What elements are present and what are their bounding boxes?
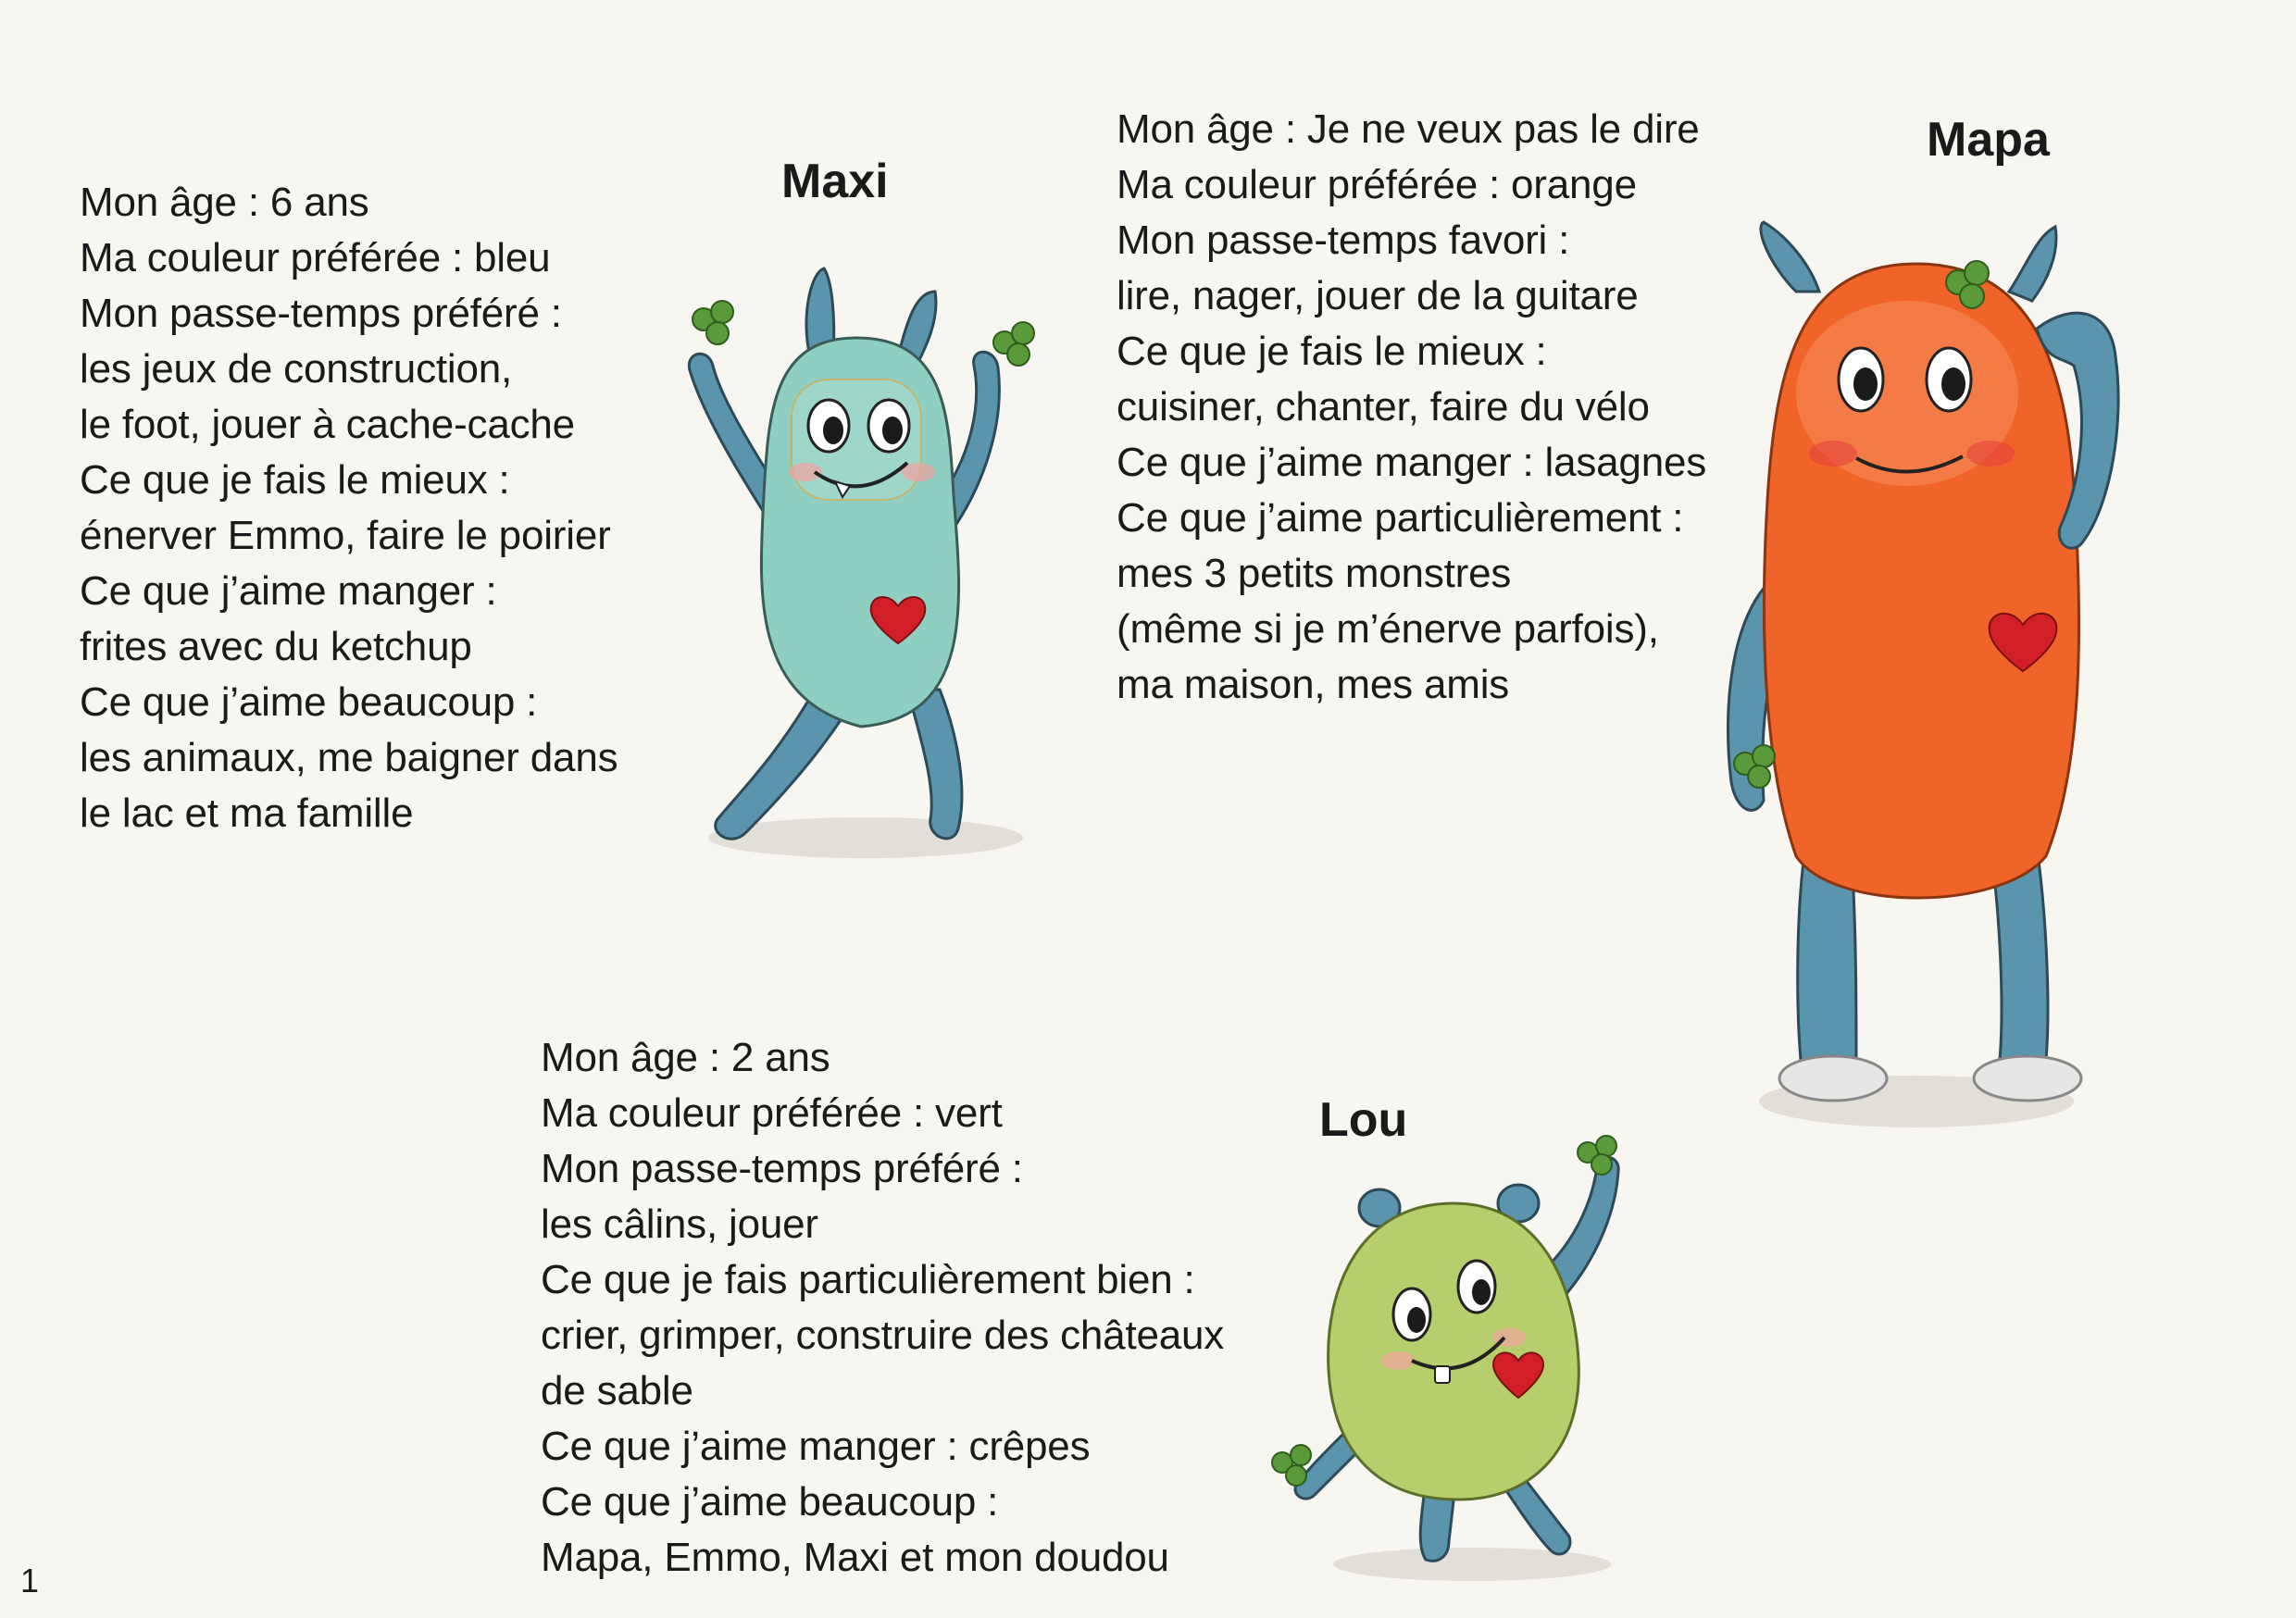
lou-line: Ma couleur préférée : vert: [541, 1090, 1003, 1136]
maxi-line: les jeux de construction,: [80, 346, 513, 392]
maxi-line: frites avec du ketchup: [80, 624, 472, 669]
lou-line: Ce que j’aime beaucoup :: [541, 1479, 999, 1525]
mapa-profile-text: [1117, 102, 1706, 713]
mapa-line: mes 3 petits monstres: [1117, 551, 1512, 596]
mapa-line: lire, nager, jouer de la guitare: [1117, 273, 1639, 318]
maxi-profile-text: [80, 175, 618, 841]
maxi-line: Ce que j’aime beaucoup :: [80, 679, 538, 725]
maxi-line: Mon âge : 6 ans: [80, 180, 369, 225]
page-number: 1: [20, 1562, 40, 1599]
mapa-name-heading: Mapa: [1927, 113, 2050, 167]
maxi-line: Mon passe-temps préféré :: [80, 291, 562, 336]
lou-line: Ce que je fais particulièrement bien :: [541, 1257, 1195, 1302]
mapa-line: Ma couleur préférée : orange: [1117, 162, 1637, 207]
lou-line: Ce que j’aime manger : crêpes: [541, 1424, 1091, 1469]
mapa-line: Ce que j’aime particulièrement :: [1117, 495, 1684, 541]
mapa-line: cuisiner, chanter, faire du vélo: [1117, 384, 1650, 429]
mapa-line: (même si je m’énerve parfois),: [1117, 606, 1659, 652]
maxi-line: le lac et ma famille: [80, 790, 414, 836]
mapa-line: Ce que je fais le mieux :: [1117, 329, 1547, 374]
maxi-line: énerver Emmo, faire le poirier: [80, 513, 611, 558]
lou-line: Mon passe-temps préféré :: [541, 1146, 1023, 1191]
lou-name-heading: Lou: [1319, 1093, 1408, 1147]
mapa-line: Mon passe-temps favori :: [1117, 218, 1570, 263]
maxi-line: Ce que je fais le mieux :: [80, 457, 510, 503]
lou-line: Mon âge : 2 ans: [541, 1035, 830, 1080]
lou-line: Mapa, Emmo, Maxi et mon doudou: [541, 1535, 1169, 1580]
lou-monster-illustration: [1241, 1129, 1676, 1592]
mapa-monster-illustration: [1694, 208, 2157, 1152]
maxi-line: les animaux, me baigner dans: [80, 735, 618, 780]
maxi-line: le foot, jouer à cache-cache: [80, 402, 575, 447]
lou-line: crier, grimper, construire des châteaux: [541, 1313, 1225, 1358]
mapa-line: ma maison, mes amis: [1117, 662, 1510, 707]
maxi-monster-illustration: [630, 255, 1083, 865]
maxi-name-heading: Maxi: [781, 155, 889, 208]
lou-line: de sable: [541, 1368, 693, 1413]
mapa-line: Mon âge : Je ne veux pas le dire: [1117, 106, 1700, 152]
lou-line: les câlins, jouer: [541, 1201, 818, 1247]
lou-profile-text: [541, 1030, 1224, 1586]
maxi-line: Ce que j’aime manger :: [80, 568, 497, 614]
mapa-line: Ce que j’aime manger : lasagnes: [1117, 440, 1707, 485]
maxi-line: Ma couleur préférée : bleu: [80, 235, 551, 280]
